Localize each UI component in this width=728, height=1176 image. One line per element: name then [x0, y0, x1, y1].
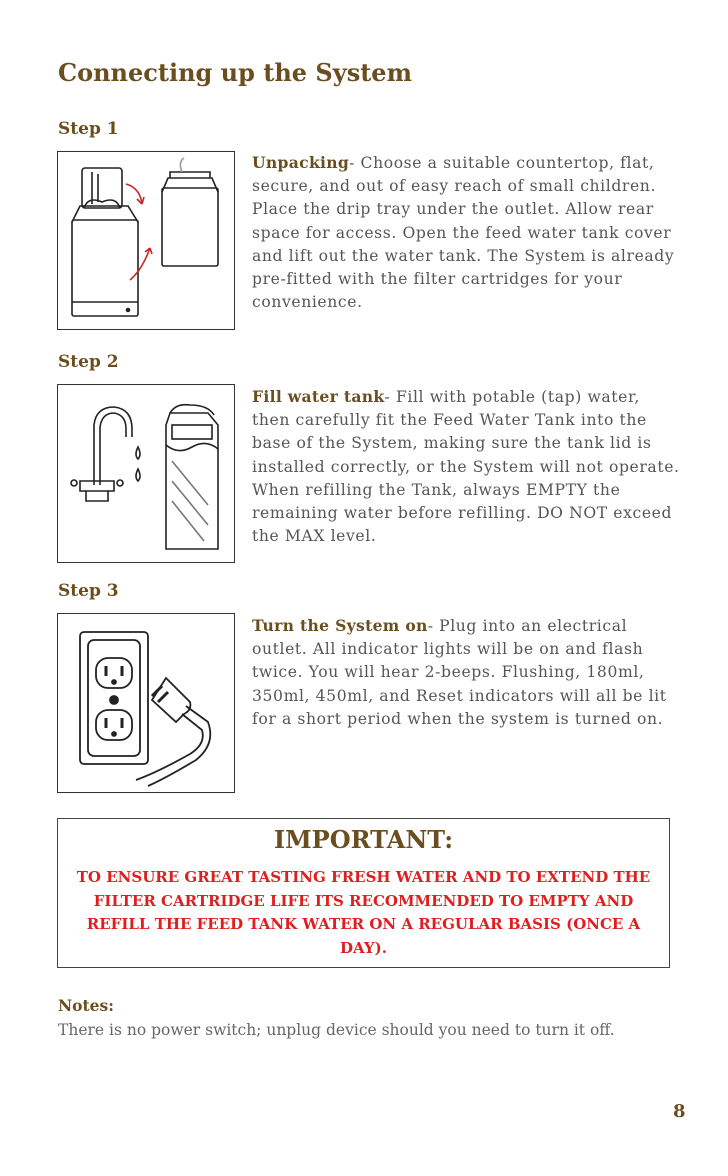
step-2-lead: Fill water tank	[252, 387, 385, 406]
fill-tank-illustration	[57, 384, 235, 563]
page-title: Connecting up the System	[58, 58, 412, 87]
important-body-tail: (ONCE A DAY).	[340, 915, 641, 957]
power-outlet-illustration	[57, 613, 235, 793]
step-1-text: - Choose a suitable countertop, flat, secure, and out of easy reach of small children. Place the drip tray under the outlet. Allow rear space for access. Open the feed water tank cover and lift out the water tank. The System is already pre-fitted with the filter cartridges for your convenience.	[252, 154, 675, 312]
important-body-main: TO ENSURE GREAT TASTING FRESH WATER AND TO EXTEND THE FILTER CARTRIDGE LIFE ITS RECOMMENDED TO EMPTY AND REFILL THE FEED TANK WATER ON A REGULAR BASIS	[76, 868, 651, 933]
step-2-description	[252, 385, 682, 548]
important-heading: IMPORTANT:	[273, 825, 454, 854]
step-1-label: Step 1	[58, 119, 119, 139]
step-3-label: Step 3	[58, 581, 119, 601]
page-number: 8	[673, 1101, 686, 1122]
unpacking-illustration	[57, 151, 235, 330]
step-3-text: - Plug into an electrical outlet. All indicator lights will be on and flash twice. You will hear 2-beeps. Flushing, 180ml, 350ml, 450ml, and Reset indicators will all be lit for a short period when the system is turned on.	[252, 617, 667, 728]
important-body	[74, 866, 654, 960]
important-notice-box	[57, 818, 670, 968]
wall-outlet-plug-icon	[58, 614, 234, 792]
step-1-lead: Unpacking	[252, 153, 350, 172]
step-3-lead: Turn the System on	[252, 616, 428, 635]
step-1-description	[252, 151, 682, 314]
notes-text: There is no power switch; unplug device should you need to turn it off.	[58, 1021, 615, 1039]
step-2-text: - Fill with potable (tap) water, then carefully fit the Feed Water Tank into the base of the System, making sure the tank lid is installed correctly, or the System will not operate. When refilling the Tank, always EMPTY the remaining water before refilling. DO NOT exceed the MAX level.	[252, 388, 680, 546]
step-3-description	[252, 614, 682, 731]
notes-label: Notes:	[58, 996, 114, 1015]
water-system-unpacking-icon	[58, 152, 234, 329]
step-2-label: Step 2	[58, 352, 119, 372]
faucet-and-tank-icon	[58, 385, 234, 562]
